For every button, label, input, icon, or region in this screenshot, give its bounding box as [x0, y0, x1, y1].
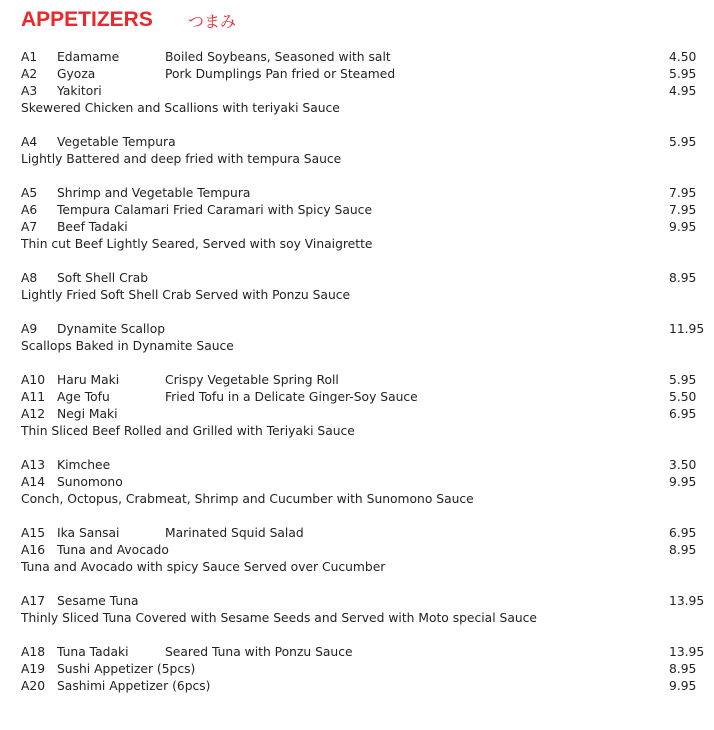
item-description: Thinly Sliced Tuna Covered with Sesame Seeds and Served with Moto special Sauce [21, 611, 538, 625]
item-price: 9.95 [669, 220, 697, 234]
menu-item [21, 66, 711, 83]
item-price: 13.95 [669, 594, 705, 608]
item-code: A19 [21, 662, 46, 676]
menu-item [21, 270, 711, 287]
menu-item [21, 661, 711, 678]
item-price: 8.95 [669, 271, 697, 285]
menu-item [21, 49, 711, 66]
item-code: A4 [21, 135, 38, 149]
item-price: 7.95 [669, 203, 697, 217]
item-price: 4.95 [669, 84, 697, 98]
appetizer-list [21, 49, 711, 695]
item-description: Lightly Fried Soft Shell Crab Served with Ponzu Sauce [21, 288, 351, 302]
item-name: Shrimp and Vegetable Tempura [57, 186, 251, 200]
item-name: Sesame Tuna [57, 594, 139, 608]
menu-item [21, 185, 711, 202]
menu-item [21, 542, 711, 559]
item-code: A1 [21, 50, 38, 64]
item-name: Tuna Tadaki [57, 645, 129, 659]
page-title-japanese: つまみ [188, 12, 237, 31]
item-name: Vegetable Tempura [57, 135, 176, 149]
item-description-line [21, 610, 711, 627]
item-price: 5.95 [669, 135, 697, 149]
item-name: Tempura Calamari Fried Caramari with Spicy Sauce [57, 203, 373, 217]
item-price: 3.50 [669, 458, 697, 472]
item-description: Skewered Chicken and Scallions with teriyaki Sauce [21, 101, 340, 115]
item-code: A12 [21, 407, 46, 421]
item-name: Gyoza [57, 67, 96, 81]
item-code: A5 [21, 186, 38, 200]
item-description: Lightly Battered and deep fried with tempura Sauce [21, 152, 342, 166]
item-code: A14 [21, 475, 46, 489]
item-price: 6.95 [669, 526, 697, 540]
item-price: 9.95 [669, 679, 697, 693]
item-price: 7.95 [669, 186, 697, 200]
item-description: Tuna and Avocado with spicy Sauce Served over Cucumber [21, 560, 386, 574]
item-name: Negi Maki [57, 407, 118, 421]
menu-item [21, 593, 711, 610]
item-description: Scallops Baked in Dynamite Sauce [21, 339, 234, 353]
item-code: A10 [21, 373, 46, 387]
item-name: Dynamite Scallop [57, 322, 166, 336]
item-description-line [21, 423, 711, 440]
item-price: 5.50 [669, 390, 697, 404]
menu-item [21, 406, 711, 423]
item-price: 11.95 [669, 322, 705, 336]
item-description-line [21, 559, 711, 576]
item-price: 5.95 [669, 373, 697, 387]
item-code: A9 [21, 322, 38, 336]
item-code: A3 [21, 84, 38, 98]
menu-item [21, 202, 711, 219]
menu-item [21, 372, 711, 389]
item-description: Marinated Squid Salad [165, 526, 304, 540]
item-code: A13 [21, 458, 46, 472]
item-code: A20 [21, 679, 46, 693]
item-code: A16 [21, 543, 46, 557]
item-name: Sushi Appetizer (5pcs) [57, 662, 196, 676]
item-description: Boiled Soybeans, Seasoned with salt [165, 50, 391, 64]
item-price: 5.95 [669, 67, 697, 81]
item-name: Beef Tadaki [57, 220, 128, 234]
item-name: Soft Shell Crab [57, 271, 149, 285]
menu-item [21, 644, 711, 661]
item-description: Conch, Octopus, Crabmeat, Shrimp and Cucumber with Sunomono Sauce [21, 492, 474, 506]
menu-item [21, 83, 711, 100]
menu-item [21, 525, 711, 542]
item-description: Crispy Vegetable Spring Roll [165, 373, 339, 387]
item-code: A6 [21, 203, 38, 217]
item-name: Yakitori [57, 84, 102, 98]
menu-item [21, 134, 711, 151]
item-price: 8.95 [669, 543, 697, 557]
page-title: APPETIZERS [21, 8, 153, 31]
item-description-line [21, 338, 711, 355]
item-description: Fried Tofu in a Delicate Ginger-Soy Sauce [165, 390, 418, 404]
item-price: 13.95 [669, 645, 705, 659]
item-code: A15 [21, 526, 46, 540]
item-description-line [21, 491, 711, 508]
item-description-line [21, 151, 711, 168]
item-description-line [21, 100, 711, 117]
item-code: A18 [21, 645, 46, 659]
item-description-line [21, 287, 711, 304]
item-description-line [21, 236, 711, 253]
item-price: 6.95 [669, 407, 697, 421]
menu-item [21, 678, 711, 695]
menu-item [21, 389, 711, 406]
menu-item [21, 457, 711, 474]
item-name: Ika Sansai [57, 526, 120, 540]
item-description: Pork Dumplings Pan fried or Steamed [165, 67, 396, 81]
item-code: A7 [21, 220, 38, 234]
item-name: Haru Maki [57, 373, 120, 387]
item-name: Age Tofu [57, 390, 110, 404]
menu-item [21, 321, 711, 338]
menu-item [21, 474, 711, 491]
item-description: Thin Sliced Beef Rolled and Grilled with Teriyaki Sauce [21, 424, 355, 438]
item-name: Sunomono [57, 475, 123, 489]
item-code: A2 [21, 67, 38, 81]
item-price: 4.50 [669, 50, 697, 64]
item-code: A17 [21, 594, 46, 608]
item-description: Seared Tuna with Ponzu Sauce [165, 645, 353, 659]
item-name: Kimchee [57, 458, 111, 472]
menu-item [21, 219, 711, 236]
item-price: 9.95 [669, 475, 697, 489]
item-name: Sashimi Appetizer (6pcs) [57, 679, 211, 693]
item-name: Edamame [57, 50, 120, 64]
item-name: Tuna and Avocado [57, 543, 169, 557]
item-price: 8.95 [669, 662, 697, 676]
item-code: A8 [21, 271, 38, 285]
item-code: A11 [21, 390, 46, 404]
item-description: Thin cut Beef Lightly Seared, Served with soy Vinaigrette [21, 237, 373, 251]
